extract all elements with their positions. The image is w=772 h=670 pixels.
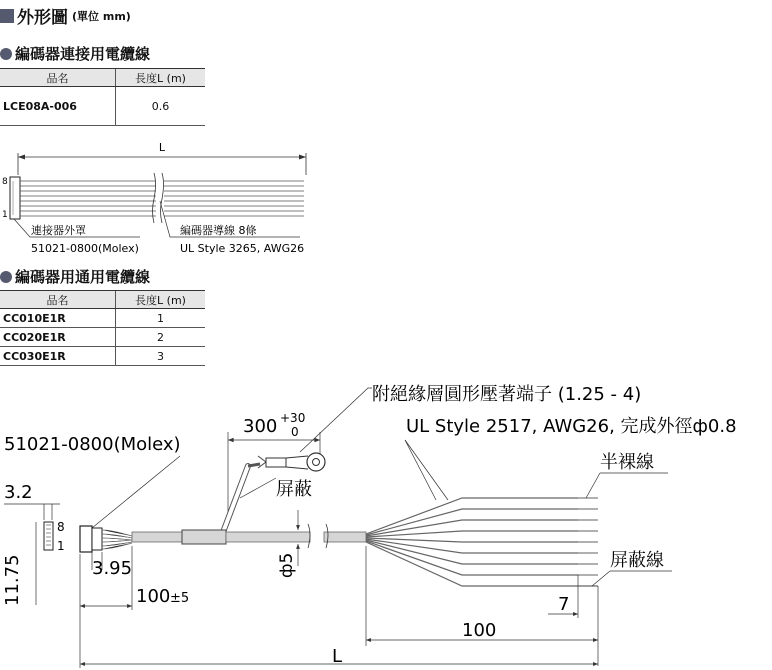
terminal-barrel <box>266 458 286 467</box>
ring-hole <box>313 459 320 466</box>
product-length: 2 <box>116 328 206 347</box>
terminal-label: 附絕緣層圓形壓著端子 (1.25 - 4) <box>372 384 642 405</box>
connector-body <box>92 528 102 550</box>
encoder-cable-table <box>0 68 205 126</box>
connector-housing <box>10 177 20 219</box>
wire-label: 編碼器導線 8條 <box>180 224 257 237</box>
tol-pm5: ±5 <box>170 591 190 606</box>
dim-phi5: ф5 <box>277 552 297 578</box>
connector-part-label: 51021-0800(Molex) <box>31 242 139 255</box>
dim-label-L: L <box>158 141 166 154</box>
unit-note: (單位 mm) <box>72 9 131 23</box>
product-name: LCE08A-006 <box>0 87 116 126</box>
product-length: 1 <box>116 309 206 328</box>
pin-1: 1 <box>2 210 8 220</box>
connector-side-view <box>80 526 92 552</box>
dim-100-tol: 100 <box>136 586 171 607</box>
shield-branch-inner <box>222 466 248 535</box>
shield-label: 屏蔽 <box>276 479 312 500</box>
shield-wire-label: 屏蔽線 <box>610 550 664 571</box>
tol-plus-30: +30 <box>280 411 306 425</box>
encoder-cable-heading-text: 編碼器連接用電纜線 <box>15 45 151 63</box>
general-cable-drawing <box>0 370 772 670</box>
general-cable-heading <box>0 266 150 287</box>
wire-spec-label: UL Style 2517, AWG26, 完成外徑ф0.8 <box>406 416 737 437</box>
ring-neck-top <box>286 456 308 458</box>
product-name: CC030E1R <box>0 347 116 366</box>
general-cable-table <box>0 290 205 366</box>
pin-8: 8 <box>2 177 8 187</box>
cable-sheath-2 <box>226 532 310 542</box>
col-header-length: 長度L (m) <box>116 291 206 309</box>
dim-300: 300 <box>243 416 278 437</box>
header-square-icon <box>0 9 14 23</box>
dim-11-75: 11.75 <box>2 554 23 606</box>
dim-7: 7 <box>558 594 570 615</box>
col-header-name: 品名 <box>0 291 116 309</box>
half-bare-label: 半裸線 <box>600 452 654 473</box>
page-header <box>0 3 131 28</box>
dim-100: 100 <box>462 620 497 641</box>
product-length: 0.6 <box>116 87 206 126</box>
pin-8: 8 <box>57 520 65 534</box>
connector-wires <box>102 530 132 549</box>
dim-3-2: 3.2 <box>4 482 33 503</box>
leader-wire-spec <box>405 440 448 500</box>
encoder-cable-heading <box>0 43 150 64</box>
tol-minus-0: 0 <box>291 425 299 439</box>
product-name: CC020E1R <box>0 328 116 347</box>
connector-cover-label: 連接器外罩 <box>31 224 86 237</box>
bullet-icon <box>0 271 12 283</box>
product-name: CC010E1R <box>0 309 116 328</box>
dim-L: L <box>332 646 343 667</box>
leader-terminal <box>300 388 372 452</box>
break-mark <box>153 173 164 223</box>
cable-sheath-3 <box>324 532 366 542</box>
connector-part-label: 51021-0800(Molex) <box>4 434 181 455</box>
terminal-crimp <box>248 464 260 466</box>
general-cable-heading-text: 編碼器用通用電纜線 <box>15 268 151 286</box>
connector-end-view <box>44 522 53 550</box>
dim-3-95: 3.95 <box>92 558 133 579</box>
col-header-length: 長度L (m) <box>116 69 206 87</box>
encoder-cable-drawing <box>0 135 320 265</box>
leader-shield-wire <box>592 571 610 586</box>
pin-1: 1 <box>57 539 65 553</box>
product-length: 3 <box>116 347 206 366</box>
page-title: 外形圖 <box>17 8 68 28</box>
col-header-name: 品名 <box>0 69 116 87</box>
wire-spec-label: UL Style 3265, AWG26 <box>180 242 305 255</box>
fanned-wires <box>366 498 598 586</box>
shield-sleeve <box>182 530 226 544</box>
bullet-icon <box>0 48 12 60</box>
leader-half-bare <box>586 473 600 498</box>
terminal-sleeve <box>258 456 266 468</box>
leader-connector <box>92 456 180 528</box>
ring-neck-bottom <box>286 467 308 469</box>
